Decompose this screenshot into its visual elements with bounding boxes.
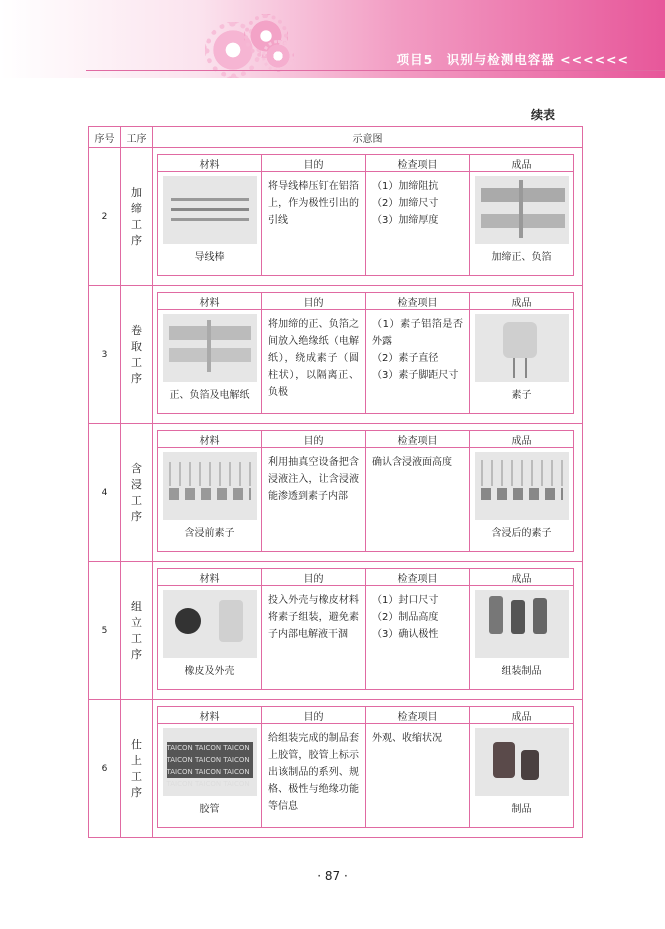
inner-header-product: 成品 xyxy=(470,707,574,724)
product-caption: 含浸后的素子 xyxy=(491,528,552,539)
material-photo xyxy=(163,176,257,244)
inner-table xyxy=(157,568,574,690)
table-row xyxy=(89,148,583,286)
product-cell xyxy=(470,724,574,828)
row-number: 6 xyxy=(89,700,121,838)
process-name xyxy=(121,286,153,424)
page-number: · 87 · xyxy=(317,869,348,883)
purpose-text: 将加缔的正、负箔之间放入绝缘纸（电解纸），绕成素子（圆柱状），以隔离正、负极 xyxy=(268,319,359,398)
material-cell xyxy=(158,448,262,552)
product-caption: 组装制品 xyxy=(501,666,542,677)
inner-table xyxy=(157,430,574,552)
inner-body-row xyxy=(158,310,574,414)
inner-header-product: 成品 xyxy=(470,569,574,586)
inner-table xyxy=(157,706,574,828)
inspection-text: （1）封口尺寸 （2）制品高度 （3）确认极性 xyxy=(372,595,439,640)
process-name xyxy=(121,424,153,562)
product-cell xyxy=(470,586,574,690)
inspection-cell xyxy=(366,586,470,690)
inner-header-product: 成品 xyxy=(470,155,574,172)
inner-header-material: 材料 xyxy=(158,569,262,586)
material-cell xyxy=(158,586,262,690)
process-table xyxy=(88,126,583,838)
inner-body-row xyxy=(158,448,574,552)
inner-header-purpose: 目的 xyxy=(262,707,366,724)
inner-header-inspection: 检查项目 xyxy=(366,707,470,724)
material-photo xyxy=(163,314,257,382)
header-diagram: 示意图 xyxy=(153,127,583,148)
process-name xyxy=(121,148,153,286)
inspection-cell xyxy=(366,448,470,552)
chapter-title: 项目5 识别与检测电容器 <<<<<< xyxy=(396,52,629,67)
inner-header-material: 材料 xyxy=(158,431,262,448)
header-process: 工序 xyxy=(121,127,153,148)
table-row xyxy=(89,562,583,700)
row-number: 2 xyxy=(89,148,121,286)
product-cell xyxy=(470,172,574,276)
inspection-text: 外观、收缩状况 xyxy=(372,733,442,744)
product-photo xyxy=(475,314,569,382)
product-photo xyxy=(475,176,569,244)
process-label: 卷取工序 xyxy=(131,323,142,385)
material-caption: 橡皮及外壳 xyxy=(184,666,235,677)
process-label: 组立工序 xyxy=(131,599,142,661)
inspection-text: 确认含浸液面高度 xyxy=(372,457,452,468)
table-row xyxy=(89,424,583,562)
material-cell xyxy=(158,172,262,276)
continued-label: 续表 xyxy=(530,108,555,122)
inner-header-row xyxy=(158,707,574,724)
inner-body-row xyxy=(158,586,574,690)
inspection-cell xyxy=(366,172,470,276)
purpose-cell xyxy=(262,448,366,552)
inner-header-material: 材料 xyxy=(158,293,262,310)
inner-header-row xyxy=(158,293,574,310)
inner-header-purpose: 目的 xyxy=(262,155,366,172)
row-number: 5 xyxy=(89,562,121,700)
material-photo xyxy=(163,590,257,658)
diagram-cell xyxy=(153,148,583,286)
process-label: 加缔工序 xyxy=(131,185,142,247)
process-label: 仕上工序 xyxy=(131,737,142,799)
diagram-cell xyxy=(153,286,583,424)
header-line xyxy=(86,70,665,71)
inner-header-row xyxy=(158,155,574,172)
process-name xyxy=(121,562,153,700)
material-caption: 含浸前素子 xyxy=(184,528,235,539)
table-row xyxy=(89,286,583,424)
inspection-text: （1）加缔阻抗 （2）加缔尺寸 （3）加缔厚度 xyxy=(372,181,439,226)
inner-header-product: 成品 xyxy=(470,293,574,310)
inner-header-inspection: 检查项目 xyxy=(366,431,470,448)
diagram-cell xyxy=(153,424,583,562)
purpose-text: 投入外壳与橡皮材料将素子组装，避免素子内部电解液干涸 xyxy=(268,595,359,640)
material-cell xyxy=(158,310,262,414)
inspection-text: （1）素子铝箔是否外露 （2）素子直径 （3）素子脚距尺寸 xyxy=(372,319,463,381)
material-caption: 胶管 xyxy=(199,804,220,815)
inner-header-row xyxy=(158,431,574,448)
inner-table xyxy=(157,154,574,276)
inner-header-inspection: 检查项目 xyxy=(366,155,470,172)
material-photo xyxy=(163,452,257,520)
purpose-cell xyxy=(262,310,366,414)
diagram-cell xyxy=(153,562,583,700)
inspection-cell xyxy=(366,724,470,828)
inner-header-inspection: 检查项目 xyxy=(366,569,470,586)
product-caption: 素子 xyxy=(511,390,532,401)
product-caption: 制品 xyxy=(511,804,532,815)
process-name xyxy=(121,700,153,838)
inner-header-purpose: 目的 xyxy=(262,293,366,310)
inner-table xyxy=(157,292,574,414)
material-cell xyxy=(158,724,262,828)
purpose-text: 给组装完成的制品套上胶管，胶管上标示出该制品的系列、规格、极性与绝缘功能等信息 xyxy=(268,733,359,812)
inner-header-row xyxy=(158,569,574,586)
inner-header-product: 成品 xyxy=(470,431,574,448)
material-caption: 正、负箔及电解纸 xyxy=(169,390,250,401)
table-header-row xyxy=(89,127,583,148)
product-photo xyxy=(475,452,569,520)
purpose-cell xyxy=(262,724,366,828)
inner-body-row xyxy=(158,172,574,276)
tube-label: TAICON TAICON TAICON TAICON TAICON TAICON TAICON TAICON TAICON TAICON TAICON TAICON xyxy=(167,742,253,778)
table-row xyxy=(89,700,583,838)
purpose-cell xyxy=(262,172,366,276)
diagram-cell xyxy=(153,700,583,838)
inner-header-material: 材料 xyxy=(158,155,262,172)
purpose-cell xyxy=(262,586,366,690)
purpose-text: 利用抽真空设备把含浸液注入，让含浸液能渗透到素子内部 xyxy=(268,457,359,502)
process-label: 含浸工序 xyxy=(131,461,142,523)
inner-header-material: 材料 xyxy=(158,707,262,724)
product-photo xyxy=(475,590,569,658)
row-number: 4 xyxy=(89,424,121,562)
product-cell xyxy=(470,448,574,552)
product-cell xyxy=(470,310,574,414)
purpose-text: 将导线棒压钉在铝箔上，作为极性引出的引线 xyxy=(268,181,359,226)
product-caption: 加缔正、负箔 xyxy=(491,252,552,263)
inner-header-purpose: 目的 xyxy=(262,569,366,586)
gear-decoration-icon xyxy=(262,40,294,72)
material-photo xyxy=(163,728,257,796)
row-number: 3 xyxy=(89,286,121,424)
header-no: 序号 xyxy=(89,127,121,148)
material-caption: 导线棒 xyxy=(194,252,225,263)
product-photo xyxy=(475,728,569,796)
inspection-cell xyxy=(366,310,470,414)
inner-header-purpose: 目的 xyxy=(262,431,366,448)
inner-body-row xyxy=(158,724,574,828)
inner-header-inspection: 检查项目 xyxy=(366,293,470,310)
